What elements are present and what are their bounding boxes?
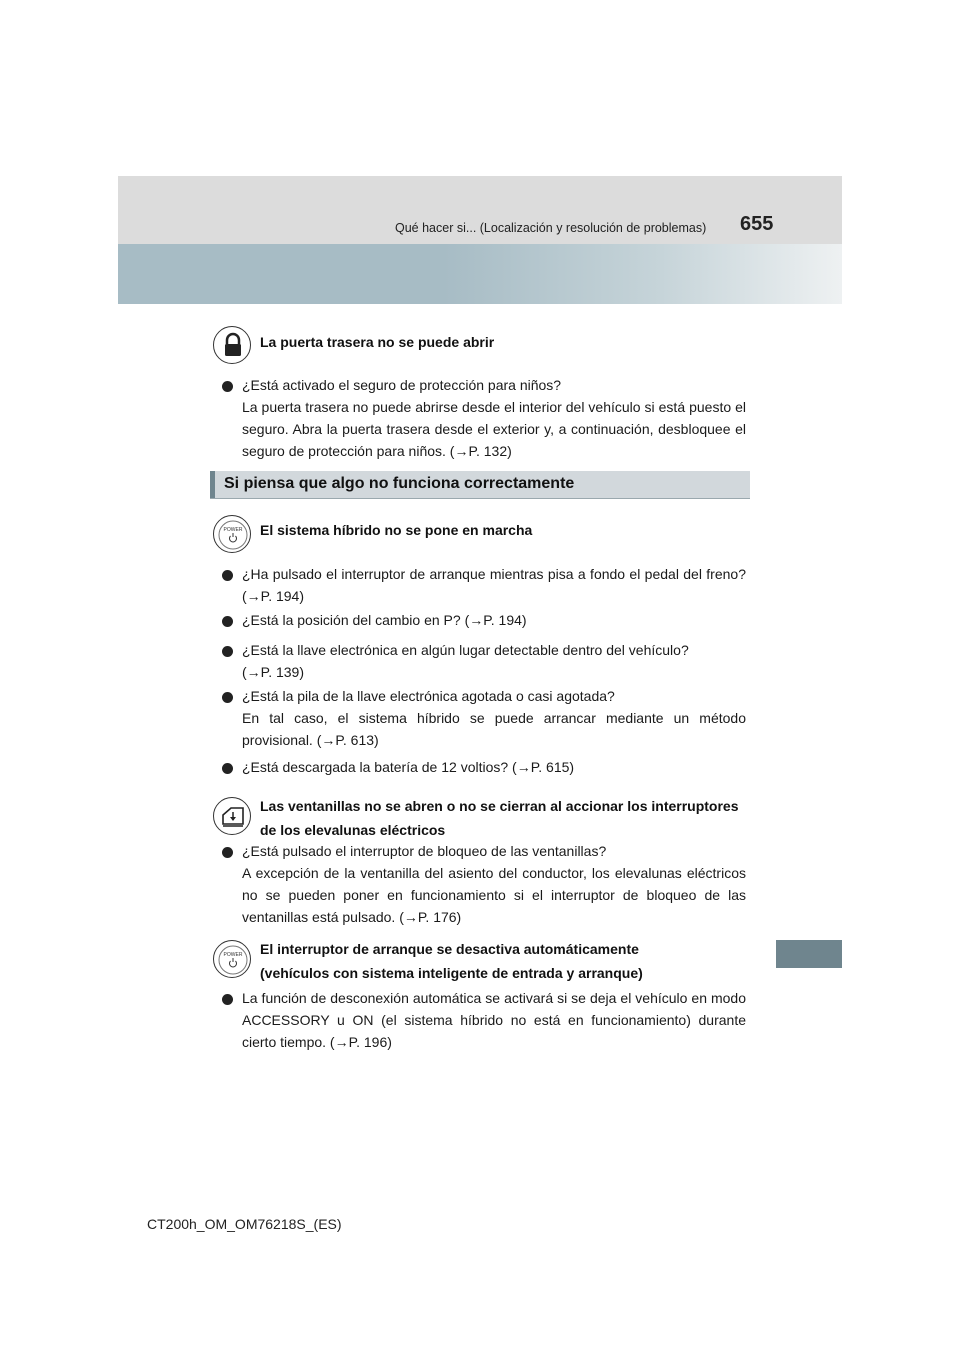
list-item: ¿Está activado el seguro de protección para niños? La puerta trasera no puede abrirse desde el interior del vehículo si está puesto el seguro. Abra la puerta trasera desde el exterior y, a continuación, desbloquee el seguro de protección para niños. (→P. 132) — [222, 374, 746, 462]
power-switch-icon — [213, 940, 251, 978]
power-switch-icon — [213, 515, 251, 553]
power-window-icon — [213, 797, 251, 835]
item-title: El interruptor de arranque se desactiva automáticamente (vehículos con sistema inteligente de entrada y arranque) — [260, 941, 643, 981]
chapter-tab — [776, 940, 842, 968]
decorative-band — [118, 244, 842, 304]
item-title: El sistema híbrido no se pone en marcha — [260, 522, 533, 538]
list-item: La función de desconexión automática se activará si se deja el vehículo en modo ACCESSORY u ON (el sistema híbrido no está en funcionamiento) durante cierto tiempo. (→P. 196) — [222, 987, 746, 1053]
item-title: La puerta trasera no se puede abrir — [260, 334, 495, 350]
lock-icon — [213, 326, 251, 364]
list-item: ¿Está la llave electrónica en algún lugar detectable dentro del vehículo? (→P. 139) — [222, 639, 746, 683]
list-item: ¿Está descargada la batería de 12 voltios? (→P. 615) — [222, 756, 746, 778]
svg-text:POWER: POWER — [223, 527, 243, 533]
list-item: ¿Ha pulsado el interruptor de arranque mientras pisa a fondo el pedal del freno? (→P. 194) — [222, 563, 746, 607]
list-item: ¿Está la pila de la llave electrónica agotada o casi agotada? En tal caso, el sistema híbrido se puede arrancar mediante un método provisional. (→P. 613) — [222, 685, 746, 751]
chapter-title: Qué hacer si... (Localización y resolución de problemas) — [395, 221, 707, 235]
svg-text:POWER: POWER — [223, 952, 243, 958]
page-number: 655 — [740, 213, 774, 235]
section-heading: Si piensa que algo no funciona correctamente — [210, 471, 750, 499]
list-item: ¿Está la posición del cambio en P? (→P. 194) — [222, 609, 746, 631]
item-title: Las ventanillas no se abren o no se cierran al accionar los interruptores de los elevalunas eléctricos — [260, 798, 739, 838]
list-item: ¿Está pulsado el interruptor de bloqueo de las ventanillas? A excepción de la ventanilla del asiento del conductor, los elevalunas eléctricos no se pueden poner en funcionamiento si el interruptor de bloqueo de las ventanillas está pulsado. (→P. 176) — [222, 840, 746, 928]
footer-code: CT200h_OM_OM76218S_(ES) — [147, 1216, 342, 1232]
